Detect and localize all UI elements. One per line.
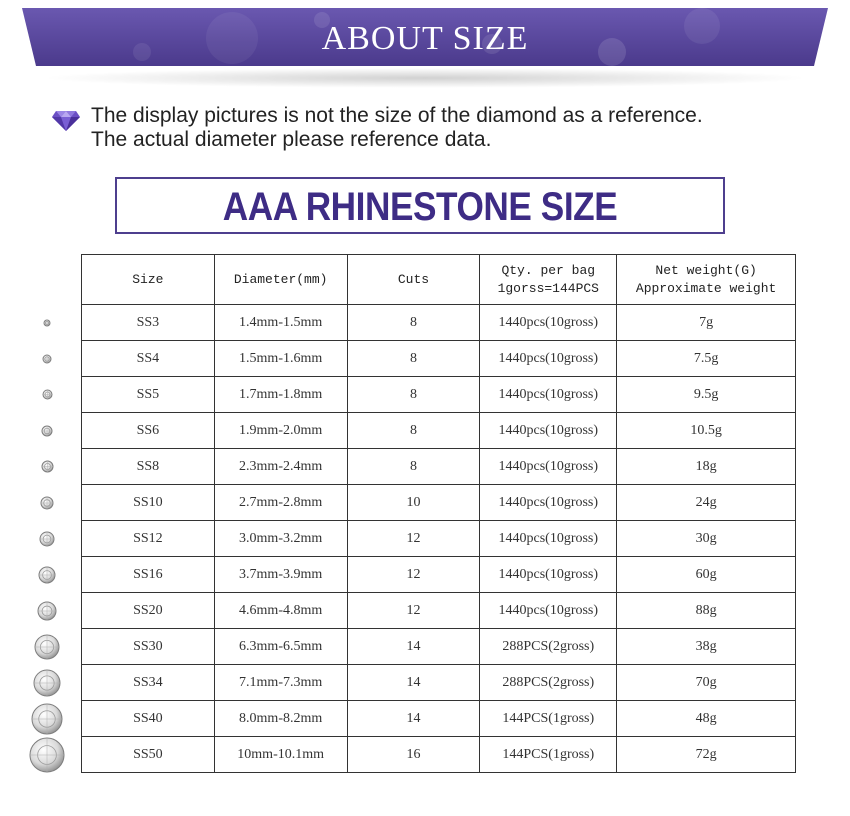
cell-size: SS4 bbox=[82, 341, 215, 377]
note-line-2: The actual diameter please reference data. bbox=[91, 128, 492, 151]
banner-title: ABOUT SIZE bbox=[321, 20, 529, 57]
note-line-1: The display pictures is not the size of the diamond as a reference. bbox=[91, 104, 703, 127]
table-body bbox=[82, 305, 796, 773]
cell-diameter: 3.0mm-3.2mm bbox=[214, 521, 347, 557]
header-size: Size bbox=[82, 255, 215, 305]
rhinestone-icon bbox=[28, 736, 66, 774]
table-row bbox=[82, 521, 796, 557]
cell-qty: 1440pcs(10gross) bbox=[480, 593, 617, 629]
rhinestone-icon bbox=[33, 633, 61, 661]
cell-size: SS34 bbox=[82, 665, 215, 701]
cell-qty: 1440pcs(10gross) bbox=[480, 521, 617, 557]
rhinestone-icon bbox=[40, 459, 55, 474]
header-qty-line2: 1gorss=144PCS bbox=[497, 280, 599, 296]
cell-size: SS30 bbox=[82, 629, 215, 665]
cell-diameter: 1.7mm-1.8mm bbox=[214, 377, 347, 413]
cell-diameter: 6.3mm-6.5mm bbox=[214, 629, 347, 665]
table-row bbox=[82, 341, 796, 377]
cell-cuts: 8 bbox=[347, 341, 480, 377]
cell-weight: 70g bbox=[617, 665, 796, 701]
table-row bbox=[82, 377, 796, 413]
cell-qty: 288PCS(2gross) bbox=[480, 665, 617, 701]
header-weight-line1: Net weight(G) bbox=[655, 262, 757, 278]
cell-weight: 88g bbox=[617, 593, 796, 629]
header-cuts: Cuts bbox=[347, 255, 480, 305]
cell-qty: 1440pcs(10gross) bbox=[480, 341, 617, 377]
cell-weight: 72g bbox=[617, 737, 796, 773]
cell-qty: 1440pcs(10gross) bbox=[480, 377, 617, 413]
cell-diameter: 1.9mm-2.0mm bbox=[214, 413, 347, 449]
cell-size: SS6 bbox=[82, 413, 215, 449]
table-row bbox=[82, 449, 796, 485]
table-header-row bbox=[82, 255, 796, 305]
cell-weight: 10.5g bbox=[617, 413, 796, 449]
table-row bbox=[82, 557, 796, 593]
cell-weight: 18g bbox=[617, 449, 796, 485]
cell-diameter: 3.7mm-3.9mm bbox=[214, 557, 347, 593]
cell-weight: 24g bbox=[617, 485, 796, 521]
cell-cuts: 12 bbox=[347, 593, 480, 629]
cell-size: SS8 bbox=[82, 449, 215, 485]
cell-size: SS12 bbox=[82, 521, 215, 557]
header-weight-line2: Approximate weight bbox=[635, 280, 777, 296]
rhinestone-icon bbox=[37, 565, 57, 585]
header-qty-line1: Qty. per bag bbox=[501, 262, 596, 278]
table-row bbox=[82, 593, 796, 629]
cell-cuts: 8 bbox=[347, 413, 480, 449]
rhinestone-size-title-box bbox=[115, 177, 725, 234]
cell-cuts: 14 bbox=[347, 629, 480, 665]
cell-weight: 9.5g bbox=[617, 377, 796, 413]
cell-weight: 60g bbox=[617, 557, 796, 593]
cell-cuts: 12 bbox=[347, 521, 480, 557]
cell-size: SS5 bbox=[82, 377, 215, 413]
cell-weight: 30g bbox=[617, 521, 796, 557]
cell-diameter: 7.1mm-7.3mm bbox=[214, 665, 347, 701]
cell-cuts: 8 bbox=[347, 305, 480, 341]
cell-size: SS50 bbox=[82, 737, 215, 773]
size-table bbox=[81, 254, 796, 773]
cell-weight: 48g bbox=[617, 701, 796, 737]
cell-qty: 1440pcs(10gross) bbox=[480, 305, 617, 341]
table-row bbox=[82, 485, 796, 521]
cell-qty: 288PCS(2gross) bbox=[480, 629, 617, 665]
cell-cuts: 16 bbox=[347, 737, 480, 773]
cell-cuts: 12 bbox=[347, 557, 480, 593]
rhinestone-icon bbox=[41, 388, 54, 401]
rhinestone-icon bbox=[41, 353, 53, 365]
header-qty bbox=[480, 255, 617, 305]
cell-cuts: 14 bbox=[347, 701, 480, 737]
rhinestone-icon bbox=[36, 600, 58, 622]
cell-cuts: 8 bbox=[347, 377, 480, 413]
cell-qty: 144PCS(1gross) bbox=[480, 737, 617, 773]
table-row bbox=[82, 701, 796, 737]
table-row bbox=[82, 629, 796, 665]
cell-qty: 1440pcs(10gross) bbox=[480, 413, 617, 449]
rhinestone-icon bbox=[30, 702, 64, 736]
table-row bbox=[82, 737, 796, 773]
cell-size: SS20 bbox=[82, 593, 215, 629]
cell-diameter: 2.7mm-2.8mm bbox=[214, 485, 347, 521]
cell-diameter: 1.5mm-1.6mm bbox=[214, 341, 347, 377]
cell-diameter: 1.4mm-1.5mm bbox=[214, 305, 347, 341]
header-diameter: Diameter(mm) bbox=[214, 255, 347, 305]
rhinestone-icon bbox=[42, 318, 52, 328]
cell-qty: 1440pcs(10gross) bbox=[480, 485, 617, 521]
table-row bbox=[82, 305, 796, 341]
table-row bbox=[82, 665, 796, 701]
cell-qty: 144PCS(1gross) bbox=[480, 701, 617, 737]
cell-diameter: 8.0mm-8.2mm bbox=[214, 701, 347, 737]
rhinestone-markers bbox=[0, 0, 80, 816]
about-size-banner bbox=[22, 8, 828, 66]
cell-weight: 7.5g bbox=[617, 341, 796, 377]
cell-qty: 1440pcs(10gross) bbox=[480, 557, 617, 593]
rhinestone-size-title: AAA RHINESTONE SIZE bbox=[222, 185, 618, 229]
rhinestone-icon bbox=[32, 668, 62, 698]
rhinestone-icon bbox=[39, 495, 55, 511]
table-row bbox=[82, 413, 796, 449]
cell-diameter: 2.3mm-2.4mm bbox=[214, 449, 347, 485]
header-weight bbox=[617, 255, 796, 305]
cell-size: SS16 bbox=[82, 557, 215, 593]
rhinestone-icon bbox=[40, 424, 54, 438]
cell-cuts: 10 bbox=[347, 485, 480, 521]
banner-shadow bbox=[40, 68, 810, 88]
cell-weight: 7g bbox=[617, 305, 796, 341]
cell-cuts: 14 bbox=[347, 665, 480, 701]
cell-weight: 38g bbox=[617, 629, 796, 665]
cell-size: SS3 bbox=[82, 305, 215, 341]
cell-cuts: 8 bbox=[347, 449, 480, 485]
cell-diameter: 10mm-10.1mm bbox=[214, 737, 347, 773]
cell-diameter: 4.6mm-4.8mm bbox=[214, 593, 347, 629]
rhinestone-icon bbox=[38, 530, 56, 548]
cell-size: SS40 bbox=[82, 701, 215, 737]
cell-size: SS10 bbox=[82, 485, 215, 521]
cell-qty: 1440pcs(10gross) bbox=[480, 449, 617, 485]
